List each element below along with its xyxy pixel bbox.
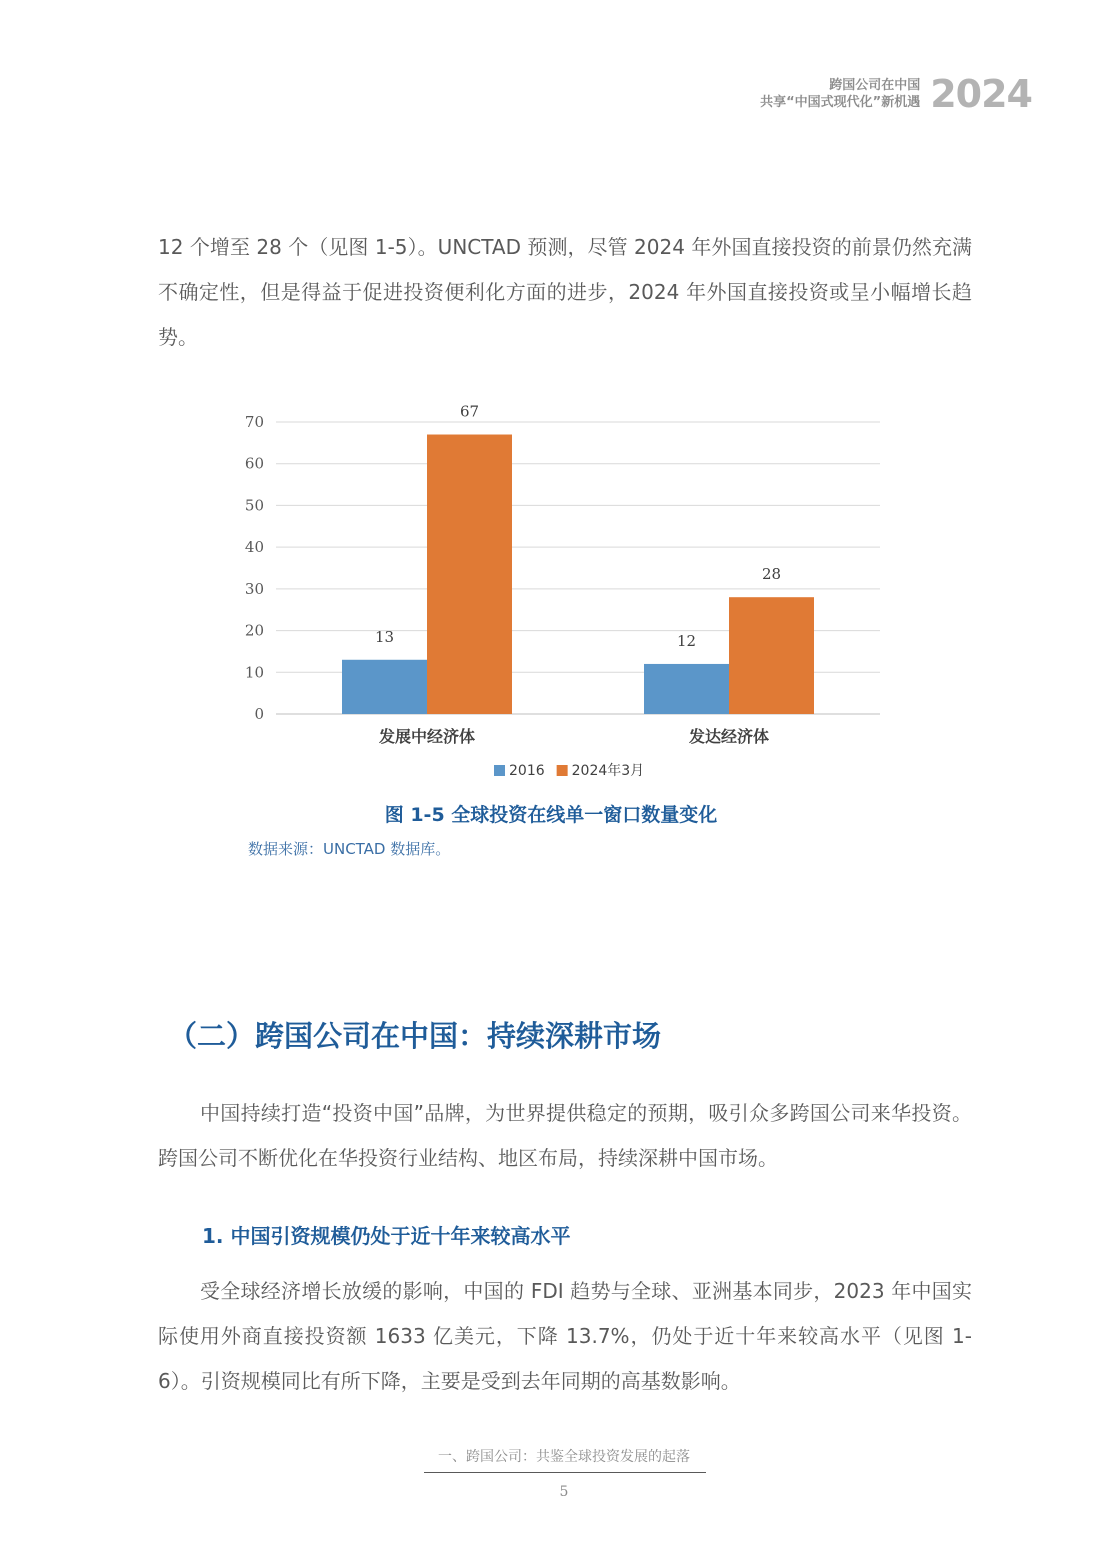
page-number: 5 [559,1484,569,1500]
x-category-label: 发展中经济体 [378,727,476,746]
section-paragraph: 中国持续打造“投资中国”品牌，为世界提供稳定的预期，吸引众多跨国公司来华投资。跨国公司不断优化在华投资行业结构、地区布局，持续深耕中国市场。 [158,1101,972,1170]
y-tick-label: 70 [244,413,264,431]
bar [427,435,512,714]
figure-caption: 图 1-5 全球投资在线单一窗口数量变化 [384,804,718,826]
header-line-2: 共享“中国式现代化”新机遇 [760,95,921,110]
footer-chapter: 一、跨国公司：共鉴全球投资发展的起落 [438,1449,690,1465]
y-tick-label: 50 [244,496,264,515]
bar [729,597,814,714]
header-line-1: 跨国公司在中国 [829,78,921,93]
y-tick-label: 30 [244,579,264,598]
data-label: 28 [761,565,782,584]
x-category-label: 发达经济体 [688,727,770,746]
legend-label: 2016 [509,763,545,779]
header-year: 2024 [930,72,1032,116]
figure-source: 数据来源：UNCTAD 数据库。 [248,840,451,858]
intro-paragraph: 12 个增至 28 个（见图 1-5）。UNCTAD 预测，尽管 2024 年外国直接投资的前景仍然充满不确定性，但是得益于促进投资便利化方面的进步，2024 年外国直接投资或呈小幅增长趋势。 [158,235,972,349]
bar-chart [240,400,900,800]
data-label: 67 [459,402,480,421]
bar [644,664,729,714]
subsection-paragraph: 受全球经济增长放缓的影响，中国的 FDI 趋势与全球、亚洲基本同步，2023 年中国实际使用外商直接投资额 1633 亿美元，下降 13.7%，仍处于近十年来较高水平（见图 1-6）。引资规模同比有所下降，主要是受到去年同期的高基数影响。 [158,1279,972,1393]
bar [342,660,427,714]
legend-label: 2024年3月 [571,763,645,779]
y-tick-label: 10 [244,663,264,682]
section-title: （二）跨国公司在中国：持续深耕市场 [168,1019,662,1053]
legend-swatch [494,765,505,776]
legend-swatch [557,765,568,776]
data-label: 13 [374,627,395,646]
subsection-title: 1. 中国引资规模仍处于近十年来较高水平 [202,1224,571,1248]
header-title-block [760,77,920,111]
y-tick-label: 20 [244,621,264,640]
bar-chart-svg [240,400,900,800]
y-tick-label: 40 [244,538,264,557]
data-label: 12 [676,631,697,650]
y-tick-label: 0 [254,705,264,723]
y-tick-label: 60 [244,454,264,473]
footer-divider [424,1472,706,1473]
page-header [760,74,1032,114]
